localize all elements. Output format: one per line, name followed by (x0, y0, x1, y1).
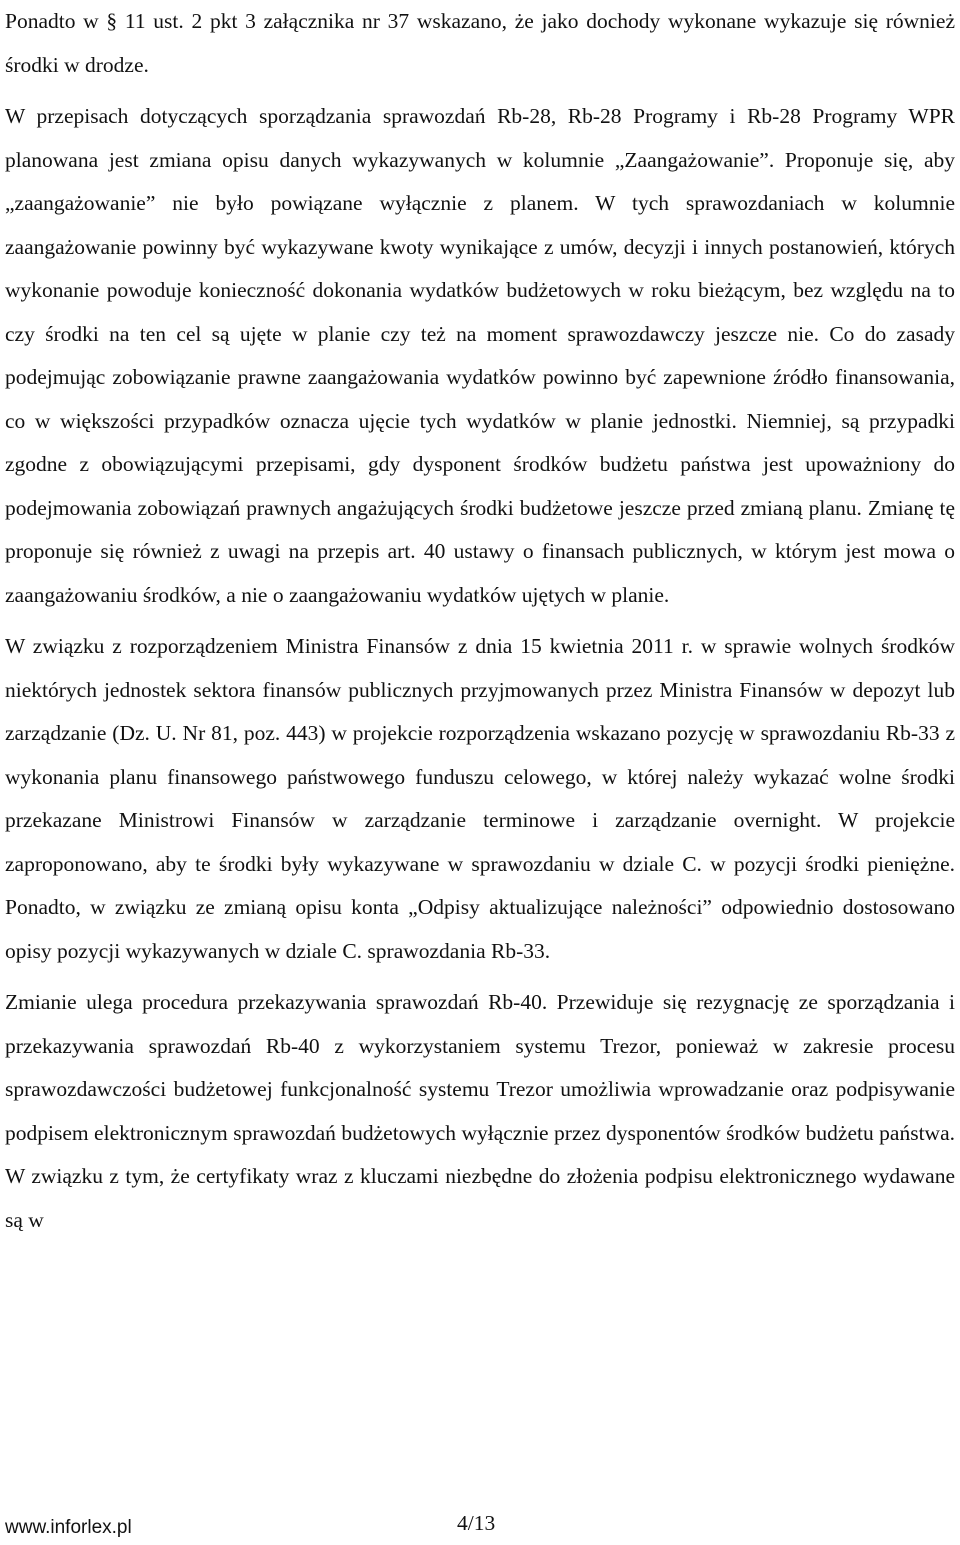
paragraph-1: Ponadto w § 11 ust. 2 pkt 3 załącznika nr 37 wskazano, że jako dochody wykonane wykazuje się również środki w drodze. (5, 9, 955, 77)
page-number: 4/13 (457, 1511, 496, 1535)
paragraph-4: Zmianie ulega procedura przekazywania sprawozdań Rb-40. Przewiduje się rezygnację ze sporządzania i przekazywania sprawozdań Rb-40 z wykorzystaniem systemu Trezor, ponieważ w zakresie procesu sprawozdawczości budżetowej funkcjonalność systemu Trezor umożliwia wprowadzanie oraz podpisywanie podpisem elektronicznym sprawozdań budżetowych wyłącznie przez dysponentów środków budżetu państwa. W związku z tym, że certyfikaty wraz z kluczami niezbędne do złożenia podpisu elektronicznego wydawane są w (5, 990, 955, 1232)
document-page (5, 0, 955, 1242)
paragraph-3: W związku z rozporządzeniem Ministra Finansów z dnia 15 kwietnia 2011 r. w sprawie wolnych środków niektórych jednostek sektora finansów publicznych przyjmowanych przez Ministra Finansów w depozyt lub zarządzanie (Dz. U. Nr 81, poz. 443) w projekcie rozporządzenia wskazano pozycję w sprawozdaniu Rb-33 z wykonania planu finansowego państwowego funduszu celowego, w której należy wykazać wolne środki przekazane Ministrowi Finansów w zarządzanie terminowe i zarządzanie overnight. W projekcie zaproponowano, aby te środki były wykazywane w sprawozdaniu w dziale C. w pozycji środki pieniężne. Ponadto, w związku ze zmianą opisu konta „Odpisy aktualizujące należności” odpowiednio dostosowano opisy pozycji wykazywanych w dziale C. sprawozdania Rb-33. (5, 634, 955, 963)
paragraph-2: W przepisach dotyczących sporządzania sprawozdań Rb-28, Rb-28 Programy i Rb-28 Programy WPR planowana jest zmiana opisu danych wykazywanych w kolumnie „Zaangażowanie”. Proponuje się, aby „zaangażowanie” nie było powiązane wyłącznie z planem. W tych sprawozdaniach w kolumnie zaangażowanie powinny być wykazywane kwoty wynikające z umów, decyzji i innych postanowień, których wykonanie powoduje konieczność dokonania wydatków budżetowych w roku bieżącym, bez względu na to czy środki na ten cel są ujęte w planie czy też na moment sprawozdawczy jeszcze nie. Co do zasady podejmując zobowiązanie prawne zaangażowania wydatków powinno być zapewnione źródło finansowania, co w większości przypadków oznacza ujęcie tych wydatków w planie jednostki. Niemniej, są przypadki zgodne z obowiązującymi przepisami, gdy dysponent środków budżetu państwa jest upoważniony do podejmowania zobowiązań prawnych angażujących środki budżetowe jeszcze przed zmianą planu. Zmianę tę proponuje się również z uwagi na przepis art. 40 ustawy o finansach publicznych, w którym jest mowa o zaangażowaniu środków, a nie o zaangażowaniu wydatków ujętych w planie. (5, 104, 955, 607)
footer-website: www.inforlex.pl (5, 1517, 132, 1538)
